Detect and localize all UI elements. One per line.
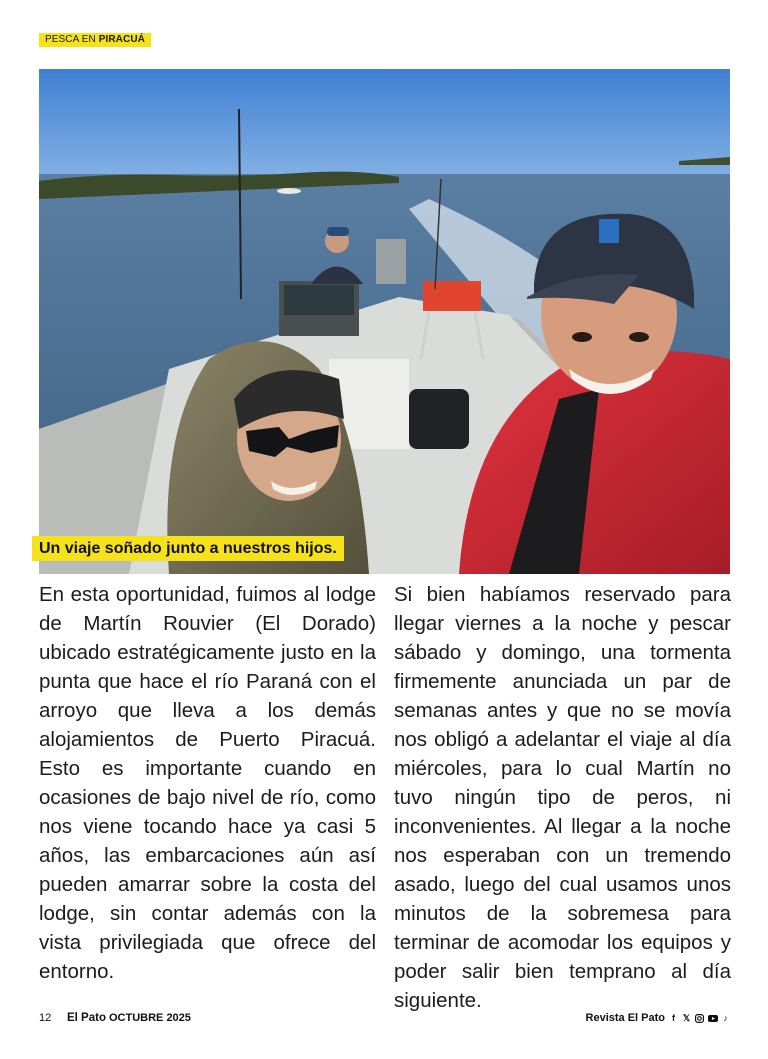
youtube-icon[interactable] [708, 1014, 717, 1023]
tiktok-icon[interactable]: ♪ [723, 1012, 728, 1023]
boat-photo-illustration [39, 69, 730, 574]
brand-logo: El Pato [67, 1012, 106, 1024]
section-tag [39, 33, 151, 47]
issue-date: OCTUBRE 2025 [109, 1012, 191, 1024]
page-number: 12 [39, 1012, 52, 1024]
section-tag-place: PIRACUÁ [98, 34, 145, 45]
photo-caption: Un viaje soñado junto a nuestros hijos. [32, 536, 344, 561]
section-tag-prefix: PESCA EN [45, 34, 99, 45]
magazine-name: Revista El Pato [585, 1012, 665, 1024]
article-photo [39, 69, 730, 574]
instagram-icon[interactable] [695, 1014, 704, 1023]
x-icon[interactable]: 𝕏 [682, 1012, 691, 1023]
page-footer [39, 1010, 730, 1026]
article-column-right: Si bien habíamos reservado para llegar viernes a la noche y pescar sábado y domingo, una tormenta firmemente anunciada un par de semanas antes y que no se movía nos obligó a adelantar el viaje al día miércoles, para lo cual Martín no tuvo ningún tipo de peros, ni inconvenientes. Al llegar a la noche nos esperaban con un tremendo asado, luego del cual usamos unos minutos de la sobremesa para terminar de acomodar los equipos y poder salir bien temprano al día siguiente. [394, 583, 731, 1012]
article-column-left: En esta oportunidad, fuimos al lodge de Martín Rouvier (El Dorado) ubicado estratégicamente justo en la punta que hace el río Paraná con el arroyo que lleva a los demás alojamientos de Puerto Piracuá. Esto es importante cuando en ocasiones de bajo nivel de río, como nos viene tocando hace ya casi 5 años, las embarcaciones aún así pueden amarrar sobre la costa del lodge, sin contar además con la vista privilegiada que ofrece del entorno. [39, 583, 376, 983]
footer-social [586, 1010, 730, 1026]
facebook-icon[interactable]: f [672, 1012, 675, 1023]
